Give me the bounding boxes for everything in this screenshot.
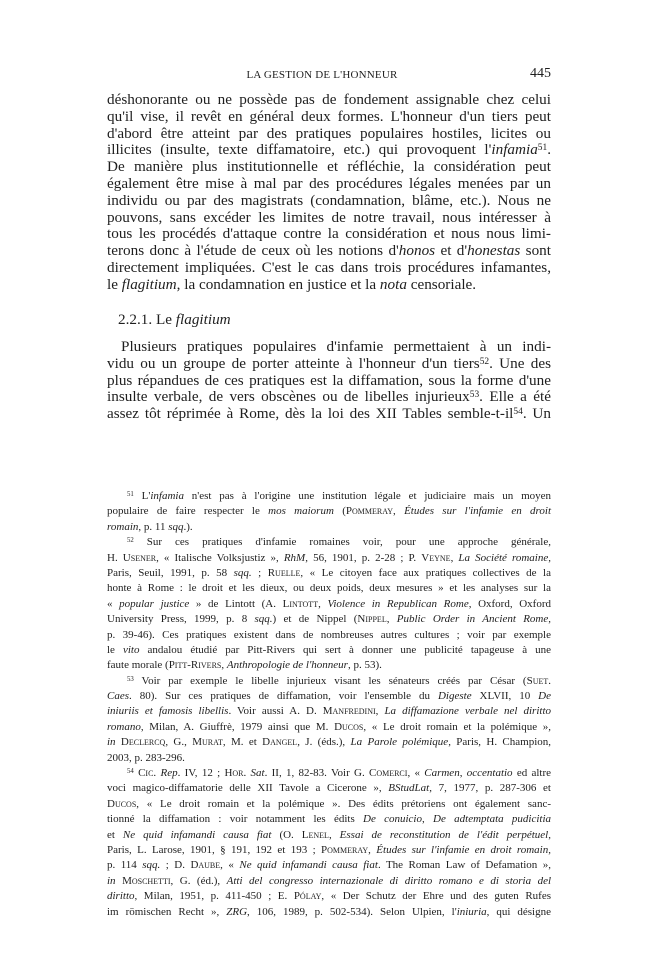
text-run: , « Der Schutz der Ehre und des guten Rufes bbox=[321, 890, 551, 903]
footnote-51 bbox=[107, 489, 551, 535]
text-line bbox=[107, 226, 551, 243]
text-run: directement impliquées. C'est le cas dans trois procédures infamantes, bbox=[107, 258, 551, 276]
text-run: le bbox=[107, 643, 123, 656]
text-run: Nippel bbox=[357, 613, 387, 626]
text-run: Ne quid infamandi causa fiat bbox=[122, 828, 272, 841]
text-run: La diffamazione verbale nel diritto bbox=[384, 705, 551, 718]
text-run: faute morale ( bbox=[107, 659, 169, 672]
text-run: Dangel bbox=[262, 736, 298, 749]
text-run: infamia bbox=[150, 490, 184, 502]
text-line bbox=[107, 520, 551, 535]
text-run: University Press, 1999, p. 8 bbox=[107, 613, 255, 626]
text-run: le bbox=[107, 275, 122, 293]
text-run: Voir par exemple le libelle injurieux visant les sénateurs créés par César ( bbox=[133, 674, 527, 687]
text-run: illicites (insulte, texte diffamatoire, etc.) qui provoquent l' bbox=[107, 141, 492, 159]
footnote-52 bbox=[107, 535, 551, 674]
text-run: XLVII, 10 bbox=[471, 690, 539, 703]
text-run: diritto bbox=[107, 890, 135, 903]
text-line bbox=[107, 766, 551, 781]
text-run: Comerci bbox=[368, 767, 408, 780]
text-run: ; bbox=[251, 566, 268, 579]
text-run: . Un bbox=[522, 405, 551, 423]
text-run: tous les procédés d'attaque contre la considération et nous nous limi- bbox=[107, 225, 551, 243]
text-run: « bbox=[107, 597, 120, 610]
text-run: , bbox=[368, 843, 377, 856]
text-run: Ducos bbox=[334, 720, 364, 733]
text-run: H. bbox=[107, 551, 123, 564]
text-run: in bbox=[107, 874, 116, 887]
text-run: Plusieurs pratiques populaires d'infamie permettaient à un indi- bbox=[121, 338, 551, 355]
text-run: également être mise à mal par des procédures légales menées par un bbox=[107, 174, 551, 192]
text-run: p. 114 bbox=[107, 859, 143, 872]
text-line bbox=[107, 566, 551, 581]
text-line bbox=[107, 889, 551, 904]
text-line bbox=[107, 389, 551, 406]
text-run: d'abord être atteint par des pratiques populaires hostiles, licites ou bbox=[107, 124, 551, 142]
text-run: ZRG bbox=[226, 905, 248, 918]
text-run: , « Le droit romain et la polémique ». Des édits prétoriens ont également sanc- bbox=[136, 797, 551, 810]
text-run: andalou étudié par Pitt-Rivers qui sert à donner une publicité tapageuse à une bbox=[139, 643, 551, 656]
text-run: ) et de Nippel ( bbox=[272, 613, 358, 626]
text-run: » de Lintott (A. bbox=[189, 597, 283, 610]
text-run: (O. bbox=[271, 828, 302, 841]
text-line bbox=[107, 277, 551, 294]
text-line bbox=[107, 551, 551, 566]
text-run: , qui désigne bbox=[486, 905, 551, 918]
text-run: De conuicio bbox=[363, 813, 422, 826]
text-run: , Oxford, Oxford bbox=[468, 597, 551, 610]
text-run: Murat bbox=[192, 736, 223, 749]
text-run: Pólay bbox=[293, 890, 322, 903]
text-line bbox=[107, 751, 551, 766]
text-run: nota bbox=[379, 275, 407, 293]
text-line bbox=[107, 689, 551, 704]
text-run: ( bbox=[333, 505, 346, 518]
text-run: terons donc à l'étude de ceux où les notions d' bbox=[107, 242, 399, 260]
text-line bbox=[107, 243, 551, 260]
text-line bbox=[107, 643, 551, 658]
text-run: RhM bbox=[283, 551, 306, 564]
text-run: Carmen bbox=[424, 767, 460, 780]
text-line bbox=[107, 828, 551, 843]
text-run: Manfredini bbox=[322, 705, 376, 718]
text-run: , bbox=[450, 551, 459, 564]
footnote-marker: 51 bbox=[537, 143, 548, 154]
text-line bbox=[107, 92, 551, 109]
text-line bbox=[107, 812, 551, 827]
text-run: , la condamnation en justice et la bbox=[176, 275, 380, 293]
page-number: 445 bbox=[530, 66, 551, 81]
text-run: , Paris, H. Champion, bbox=[448, 736, 552, 749]
section-title: flagitium bbox=[175, 311, 231, 328]
text-run: individu ou par des magistrats (condamnation, blâme, etc.). Nous ne bbox=[107, 191, 551, 209]
text-line bbox=[107, 905, 551, 920]
footnote-marker: 51 bbox=[127, 490, 134, 498]
body-paragraph-2 bbox=[107, 339, 551, 423]
text-run: Ne quid infamandi causa fiat bbox=[239, 859, 378, 872]
text-run: , Milan, A. Giuffrè, 1979 ainsi que M. bbox=[140, 720, 335, 733]
text-line bbox=[107, 406, 551, 423]
text-run: Ducos bbox=[107, 797, 137, 810]
text-run: Sat bbox=[250, 767, 265, 780]
text-run: sont bbox=[520, 242, 551, 260]
text-run: Lenel bbox=[301, 828, 329, 841]
text-run: , bbox=[422, 813, 434, 826]
text-run: sqq. bbox=[254, 613, 273, 626]
text-run: De manière plus institutionnelle et réfléchie, la considération peut bbox=[107, 158, 551, 176]
running-title: LA GESTION DE L'HONNEUR bbox=[246, 69, 398, 81]
text-run: déshonorante ou ne possède pas de fondement assignable chez celui bbox=[107, 91, 551, 108]
text-line bbox=[107, 142, 551, 159]
section-heading bbox=[118, 311, 231, 329]
text-run: . Voir aussi A. D. bbox=[228, 705, 323, 718]
text-run: La Société romaine bbox=[458, 551, 549, 564]
text-run: iniuria bbox=[456, 905, 487, 918]
text-line bbox=[107, 260, 551, 277]
text-run: populaire de faire respecter le bbox=[107, 505, 269, 518]
text-run: , « Le droit romain et la polémique », bbox=[363, 720, 551, 733]
text-run: , bbox=[318, 597, 328, 610]
text-run: honestas bbox=[467, 242, 521, 260]
text-run: Sur ces pratiques d'infamie romaines voir, pour une approche générale, bbox=[133, 536, 551, 549]
text-run: , bbox=[548, 843, 551, 856]
text-run: et bbox=[107, 828, 123, 841]
text-run: Paris, L. Larose, 1901, § 191, 192 et 193 ; bbox=[107, 843, 321, 856]
text-run: , « bbox=[220, 859, 240, 872]
text-run: vidu ou un groupe de porter atteinte à l'honneur d'un tiers bbox=[107, 354, 480, 372]
text-run: assez tôt réprimée à Rome, dès la loi des XII Tables semble-t-il bbox=[107, 405, 514, 423]
text-run: , bbox=[221, 659, 227, 672]
text-run: Hor. bbox=[224, 767, 247, 780]
text-run: censoriale. bbox=[406, 275, 477, 293]
text-run: .). bbox=[183, 520, 193, 533]
text-run: , bbox=[548, 828, 551, 841]
text-run: voci magico-diffamatorie delle XII Tavole a Cicerone », bbox=[107, 782, 389, 795]
text-run: pouvons, sans excéder les limites de notre travail, nous intéresser à bbox=[107, 208, 551, 226]
text-run: , 56, 1901, p. 2-28 ; P. bbox=[305, 551, 422, 564]
text-line bbox=[107, 373, 551, 390]
text-run: , Milan, 1951, p. 411-450 ; E. bbox=[134, 890, 294, 903]
text-line bbox=[107, 720, 551, 735]
text-run: Violence in Republican Rome bbox=[327, 597, 469, 610]
body-paragraph-1 bbox=[107, 92, 551, 294]
footnote-53 bbox=[107, 674, 551, 766]
text-run: flagitium bbox=[121, 275, 177, 293]
footnote-54 bbox=[107, 766, 551, 920]
text-run: romano bbox=[107, 720, 141, 733]
footnote-marker: 53 bbox=[469, 390, 480, 401]
text-line bbox=[107, 176, 551, 193]
footnote-marker: 52 bbox=[479, 356, 490, 367]
text-run: plus répandues de ces pratiques est la diffamation, sous la forme d'une bbox=[107, 371, 551, 389]
text-run: . bbox=[547, 141, 551, 159]
text-run: ; D. bbox=[160, 859, 191, 872]
text-run: , bbox=[328, 828, 340, 841]
text-run: . Une des bbox=[489, 354, 551, 372]
text-line bbox=[107, 612, 551, 627]
text-run: Paris, Seuil, 1991, p. 58 bbox=[107, 566, 234, 579]
text-run: im römischen Recht », bbox=[107, 905, 227, 918]
text-run: , bbox=[393, 505, 405, 518]
footnote-marker: 52 bbox=[127, 537, 134, 545]
text-line bbox=[107, 597, 551, 612]
text-run: Études sur l'infamie en droit bbox=[404, 505, 552, 518]
text-run: 2003, p. 283-296. bbox=[107, 751, 185, 764]
text-line bbox=[107, 797, 551, 812]
text-run: . IV, 12 ; bbox=[177, 767, 225, 780]
text-line bbox=[107, 674, 551, 689]
text-run: , bbox=[548, 613, 552, 626]
text-run: Digeste bbox=[437, 690, 472, 703]
text-line bbox=[107, 339, 551, 356]
text-run: sqq bbox=[168, 520, 184, 533]
text-run: p. 39-46). Ces pratiques existent dans de nombreuses autres cultures ; voir par exemple bbox=[107, 628, 551, 641]
text-run: , p. 11 bbox=[138, 520, 169, 533]
text-run: Pommeray bbox=[345, 505, 394, 518]
footnote-marker: 54 bbox=[127, 767, 134, 775]
section-number: 2.2.1. Le bbox=[118, 311, 176, 328]
text-run: De adtemptata pudicitia bbox=[433, 813, 552, 826]
text-run: Suet. bbox=[526, 674, 551, 687]
text-line bbox=[107, 874, 551, 889]
text-run: De bbox=[538, 690, 551, 703]
text-run: , 106, 1989, p. 502-534). Selon Ulpien, l' bbox=[247, 905, 457, 918]
text-run: , bbox=[548, 551, 551, 564]
text-run: , p. 53). bbox=[347, 659, 382, 672]
text-line bbox=[107, 704, 551, 719]
text-line bbox=[107, 781, 551, 796]
text-line bbox=[107, 109, 551, 126]
text-run: romain bbox=[107, 520, 139, 533]
text-run: Veyne bbox=[421, 551, 451, 564]
text-line bbox=[107, 504, 551, 519]
text-run: BStudLat bbox=[388, 782, 430, 795]
running-header bbox=[107, 68, 551, 84]
text-run: . II, 1, 82-83. Voir G. bbox=[264, 767, 369, 780]
text-run: , M. et bbox=[222, 736, 263, 749]
text-run: sqq. bbox=[233, 566, 252, 579]
footnotes bbox=[107, 489, 551, 920]
text-run: mos maiorum bbox=[268, 505, 334, 518]
footnote-marker: 53 bbox=[127, 675, 134, 683]
text-run: popular justice bbox=[119, 597, 190, 610]
text-line bbox=[107, 535, 551, 550]
text-run: infamia bbox=[491, 141, 538, 159]
text-run: , « bbox=[407, 767, 425, 780]
text-run: n'est pas à l'origine une institution légale et judiciaire mais un moyen bbox=[183, 490, 552, 502]
text-run: . Elle a été bbox=[479, 388, 551, 406]
text-run: qu'il vise, il revêt en général deux formes. L'honneur d'un tiers peut bbox=[107, 107, 551, 125]
text-line bbox=[107, 658, 551, 673]
text-run: Ruelle bbox=[267, 566, 301, 579]
text-line bbox=[107, 159, 551, 176]
text-run: . 80). Sur ces pratiques de diffamation, voir l'ensemble du bbox=[129, 690, 438, 703]
footnote-marker: 54 bbox=[513, 406, 523, 417]
text-run: Pommeray bbox=[321, 843, 369, 856]
text-run: , bbox=[386, 613, 397, 626]
text-line bbox=[107, 843, 551, 858]
text-run: Declercq bbox=[120, 736, 166, 749]
text-run: , bbox=[375, 705, 385, 718]
text-run: Caes bbox=[107, 690, 129, 703]
text-run: et d' bbox=[435, 242, 468, 260]
text-run: occentatio bbox=[466, 767, 513, 780]
text-run: vito bbox=[122, 643, 140, 656]
text-run: Études sur l'infamie en droit romain bbox=[376, 843, 549, 856]
text-run: , 7, 1977, p. 287-306 et bbox=[429, 782, 551, 795]
text-run: , G. (éd.), bbox=[170, 874, 227, 887]
text-run: sqq. bbox=[142, 859, 161, 872]
text-run: , bbox=[459, 767, 467, 780]
text-run: in bbox=[107, 736, 116, 749]
text-line bbox=[107, 126, 551, 143]
text-run: Essai de reconstitution de l'édit perpétuel bbox=[339, 828, 549, 841]
text-line bbox=[107, 210, 551, 227]
text-line bbox=[107, 356, 551, 373]
text-run: iniuriis et famosis libellis bbox=[107, 705, 229, 718]
text-run: Public Order in Ancient Rome bbox=[396, 613, 549, 626]
text-run: L' bbox=[133, 490, 151, 502]
text-run: Atti del congresso internazionale di diritto romano e di storia del bbox=[226, 874, 552, 887]
text-run: . The Roman Law of Defamation », bbox=[377, 859, 552, 872]
text-run: Daube bbox=[190, 859, 221, 872]
text-run: La Parole polémique bbox=[350, 736, 449, 749]
text-run: insulte verbale, de vers obscènes ou de libelles injurieux bbox=[107, 388, 470, 406]
text-run: Rep bbox=[160, 767, 178, 780]
text-line bbox=[107, 735, 551, 750]
text-run: Usener bbox=[122, 551, 157, 564]
text-line bbox=[107, 581, 551, 596]
text-run: honos bbox=[398, 242, 436, 260]
text-line bbox=[107, 193, 551, 210]
text-run: , G., bbox=[165, 736, 193, 749]
text-run: Anthropologie de l'honneur bbox=[226, 659, 348, 672]
text-run: honte à Rome : le droit et les dieux, ou deux poids, deux mesures » et les analyses sur la bbox=[107, 582, 551, 595]
text-run: tionné la diffamation : voir notamment les édits bbox=[107, 813, 364, 826]
text-run: , J. (éds.), bbox=[297, 736, 351, 749]
text-run: ed altre bbox=[512, 767, 552, 780]
text-run: Pitt-Rivers bbox=[168, 659, 222, 672]
text-line bbox=[107, 489, 551, 504]
text-line bbox=[107, 858, 551, 873]
text-run: Cic. bbox=[138, 767, 157, 780]
text-run: Moschetti bbox=[122, 874, 171, 887]
text-run: , « Italische Volksjustiz », bbox=[156, 551, 284, 564]
text-run: , « Le citoyen face aux pratiques collectives de la bbox=[300, 566, 551, 579]
text-line bbox=[107, 628, 551, 643]
text-run: Lintott bbox=[282, 597, 319, 610]
